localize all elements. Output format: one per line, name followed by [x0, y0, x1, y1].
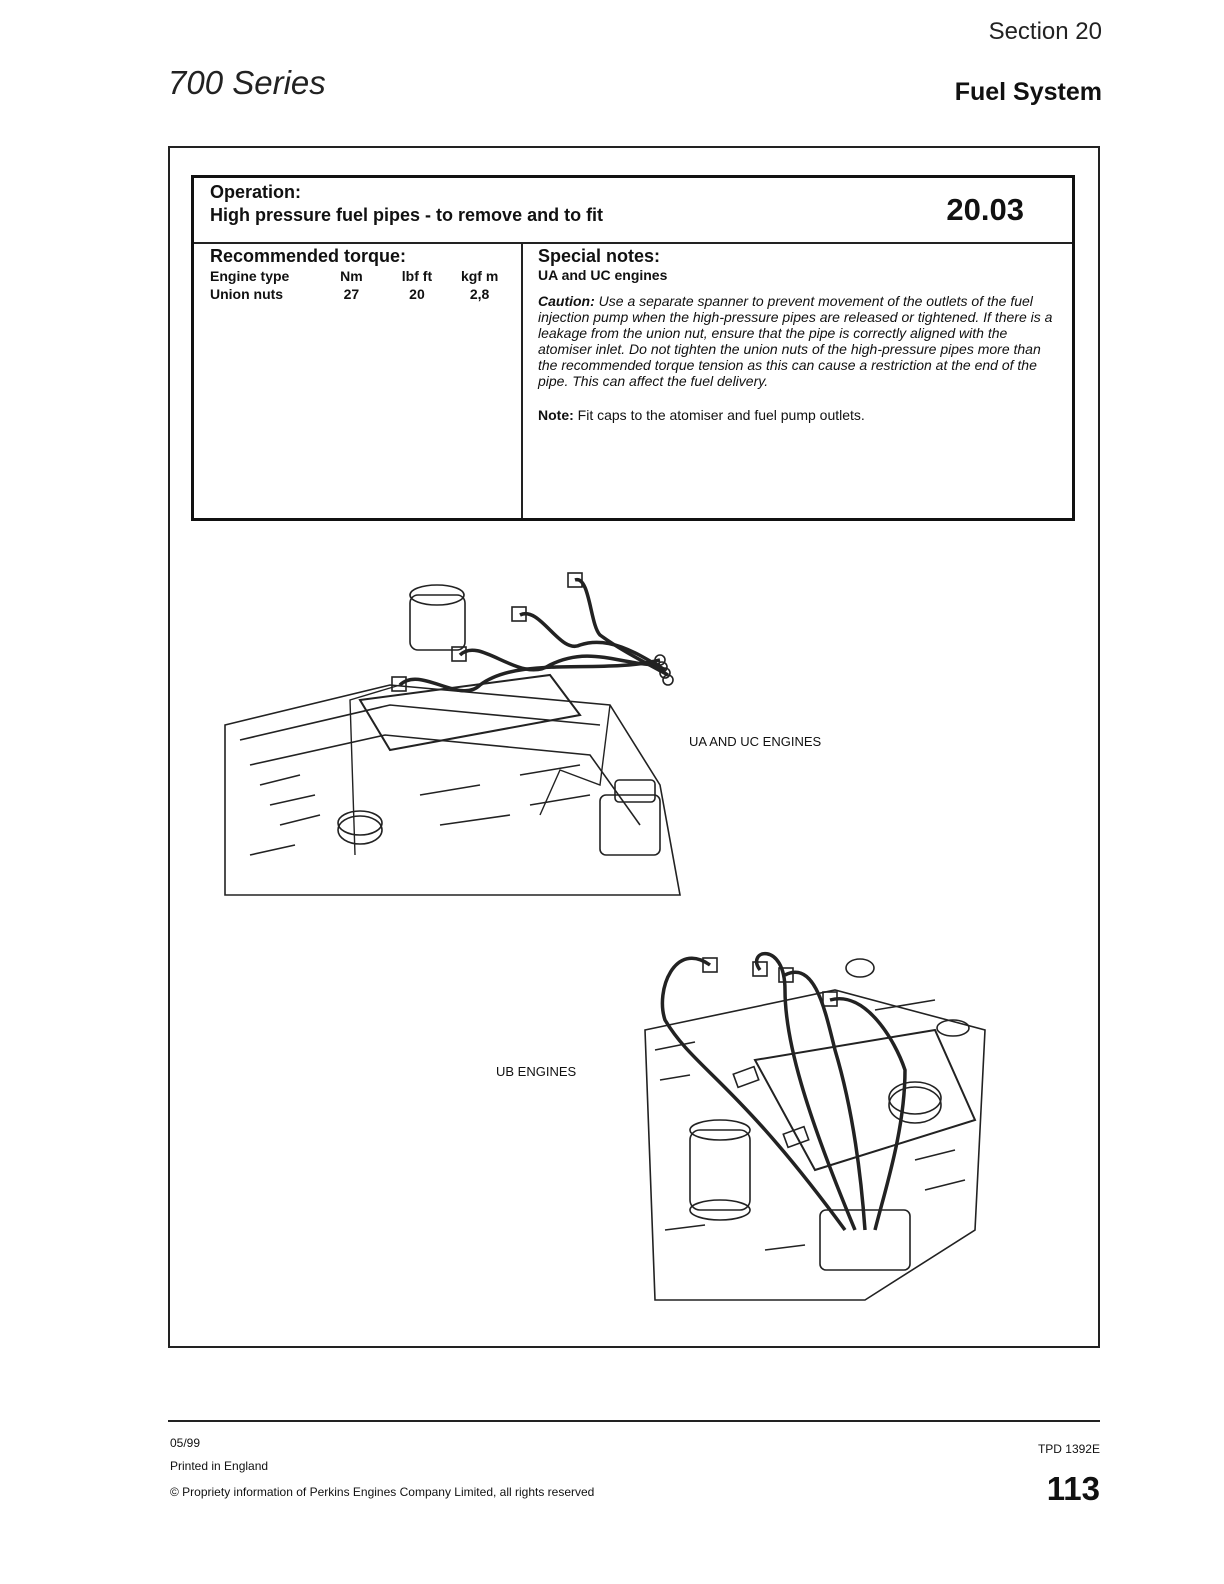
note-label: Note:: [538, 407, 574, 423]
series-title: 700 Series: [168, 64, 326, 101]
torque-heading: Recommended torque:: [210, 246, 407, 266]
column-divider: [521, 242, 523, 518]
note-paragraph: [538, 407, 1058, 423]
torque-header-row: [210, 267, 510, 285]
torque-cell: 27: [343, 286, 360, 302]
footer-printed: Printed in England: [170, 1459, 269, 1473]
operation-box: [191, 175, 1075, 521]
ub-engines-label: UB ENGINES: [496, 1064, 577, 1079]
caution-paragraph: [538, 293, 1058, 389]
ua-uc-engine-illustration: [220, 565, 690, 900]
torque-col-nm: Nm: [340, 268, 363, 284]
torque-col-engine-type: Engine type: [210, 268, 290, 284]
torque-cell: 2,8: [469, 286, 490, 302]
ua-uc-engines-label: UA AND UC ENGINES: [689, 734, 822, 749]
torque-table: [210, 267, 510, 303]
footer-copyright: © Propriety information of Perkins Engines Company Limited, all rights reserved: [170, 1485, 595, 1499]
section-number: Section 20: [988, 18, 1102, 45]
footer-date: 05/99: [170, 1436, 201, 1450]
torque-cell: 20: [409, 286, 425, 302]
operation-label: Operation:: [210, 182, 302, 202]
special-notes-section: [538, 246, 1058, 423]
footer-divider: [168, 1420, 1100, 1422]
torque-cell: Union nuts: [210, 286, 284, 302]
torque-col-lbf-ft: lbf ft: [401, 268, 433, 284]
footer-doc-code: TPD 1392E: [1037, 1442, 1100, 1456]
special-notes-heading: Special notes:: [538, 246, 661, 266]
torque-col-kgf-m: kgf m: [460, 268, 499, 284]
caution-label: Caution:: [538, 293, 595, 309]
torque-section: [210, 246, 510, 303]
operation-number: 20.03: [946, 192, 1024, 227]
page-number: 113: [1046, 1470, 1100, 1507]
operation-header: [194, 178, 1072, 244]
section-name: Fuel System: [954, 78, 1102, 106]
table-row: [210, 285, 510, 303]
special-notes-subheading: UA and UC engines: [538, 267, 668, 283]
operation-title: High pressure fuel pipes - to remove and to fit: [210, 205, 604, 225]
note-text: Fit caps to the atomiser and fuel pump outlets.: [577, 407, 865, 423]
ub-engine-illustration: [635, 930, 995, 1310]
caution-text: Use a separate spanner to prevent movement of the outlets of the fuel injection pump when the high-pressure pipes are released or tightened. If there is a leakage from the union nut, ensure that the pipe is correctly aligned with the atomiser inlet. Do not tighten the union nuts of the high-pressure pipes more than the recommended torque tension as this can cause a restriction at the end of the pipe. This can affect the fuel delivery.: [538, 293, 1053, 389]
